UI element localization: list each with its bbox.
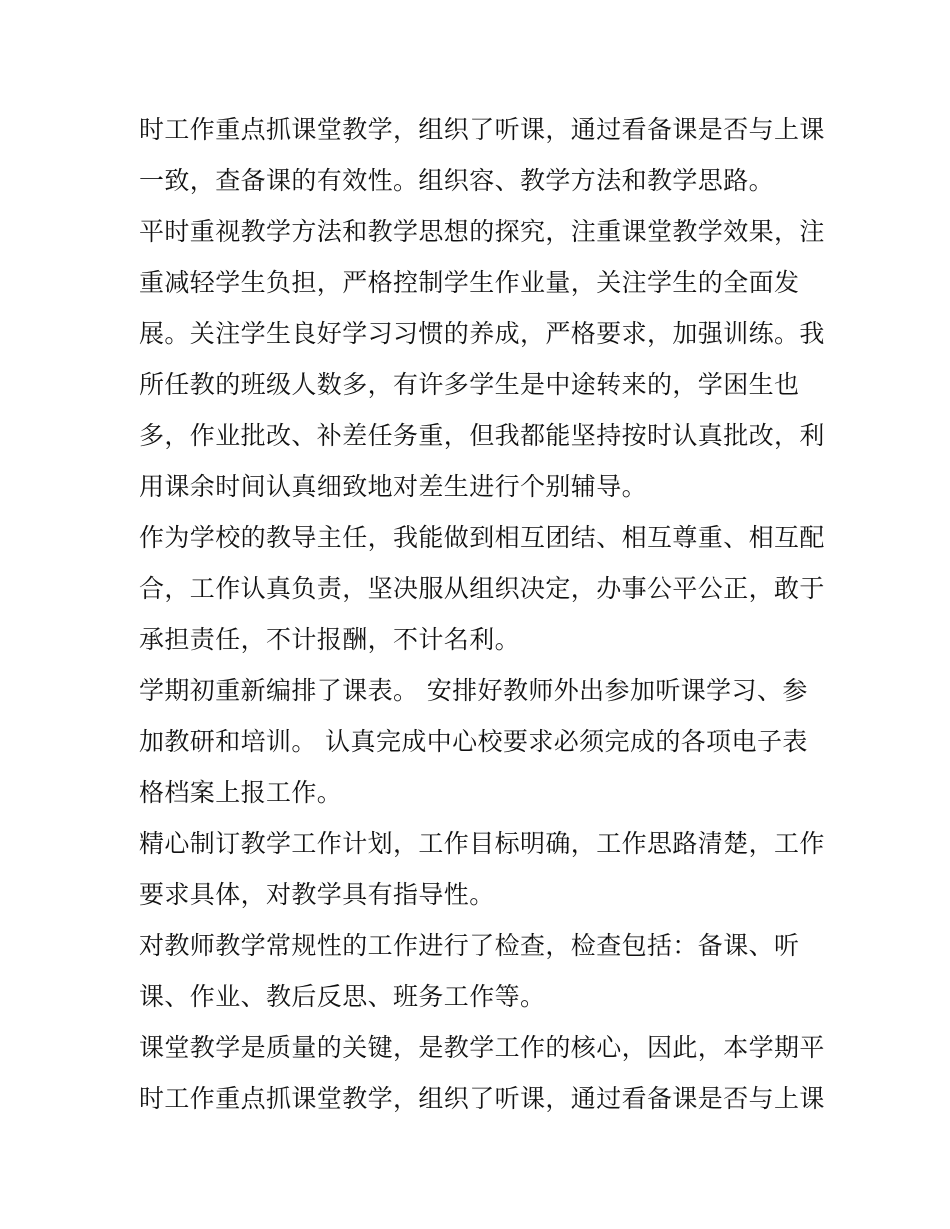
text-line: 格档案上报工作。 <box>139 778 343 807</box>
text-line: 课堂教学是质量的关键，是教学工作的核心，因此，本学期平 <box>139 1033 825 1062</box>
text-line: 一致，查备课的有效性。组织容、教学方法和教学思路。 <box>139 166 775 195</box>
text-line: 加教研和培训。 认真完成中心校要求必须完成的各项电子表 <box>139 727 808 756</box>
text-line: 对教师教学常规性的工作进行了检查，检查包括：备课、听 <box>139 931 800 960</box>
text-line: 作为学校的教导主任，我能做到相互团结、相互尊重、相互配 <box>139 523 825 552</box>
text-line: 所任教的班级人数多，有许多学生是中途转来的，学困生也 <box>139 370 800 399</box>
text-line: 多，作业批改、补差任务重，但我都能坚持按时认真批改，利 <box>139 421 825 450</box>
text-line: 课、作业、教后反思、班务工作等。 <box>139 982 546 1011</box>
text-line: 合，工作认真负责，坚决服从组织决定，办事公平公正，敢于 <box>139 574 825 603</box>
document-body <box>139 104 829 1124</box>
text-line: 重减轻学生负担，严格控制学生作业量，关注学生的全面发 <box>139 268 800 297</box>
text-line: 学期初重新编排了课表。 安排好教师外出参加听课学习、参 <box>139 676 808 705</box>
text-line: 要求具体，对教学具有指导性。 <box>139 880 495 909</box>
text-line: 用课余时间认真细致地对差生进行个别辅导。 <box>139 472 648 501</box>
text-line: 展。关注学生良好学习习惯的养成，严格要求，加强训练。我 <box>139 319 825 348</box>
text-line: 时工作重点抓课堂教学，组织了听课，通过看备课是否与上课 <box>139 115 825 144</box>
text-line: 承担责任，不计报酬，不计名利。 <box>139 625 521 654</box>
text-line: 平时重视教学方法和教学思想的探究，注重课堂教学效果，注 <box>139 217 825 246</box>
text-line: 时工作重点抓课堂教学，组织了听课，通过看备课是否与上课 <box>139 1084 825 1113</box>
text-line: 精心制订教学工作计划，工作目标明确，工作思路清楚，工作 <box>139 829 825 858</box>
